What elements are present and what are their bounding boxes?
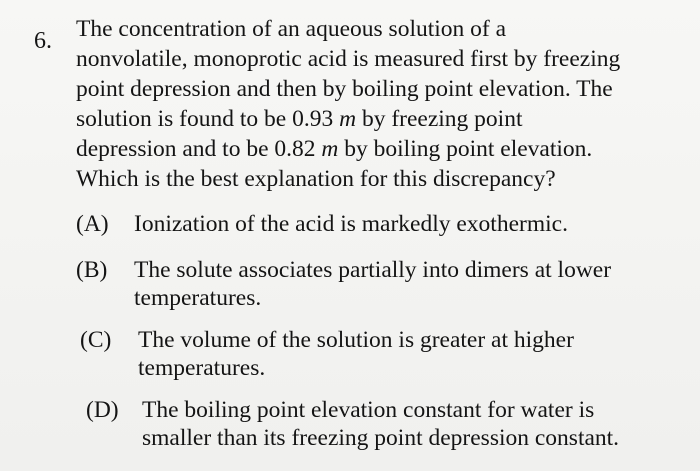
choice-line: The volume of the solution is greater at higher <box>138 327 574 353</box>
stem-text: by boiling point elevation. <box>338 136 593 162</box>
choice-line: The solute associates partially into dimers at lower <box>134 257 612 283</box>
choice-line: temperatures. <box>138 355 266 381</box>
choice-letter: (D) <box>86 397 119 423</box>
choice-line: Ionization of the acid is markedly exothermic. <box>134 211 568 237</box>
choice-letter: (C) <box>80 327 112 353</box>
choice-line: smaller than its freezing point depression constant. <box>142 425 620 451</box>
stem-text: solution is found to be 0.93 <box>76 106 340 132</box>
stem-line <box>76 134 686 164</box>
molality-unit: m <box>339 106 357 132</box>
choice-text <box>134 256 611 312</box>
stem-line <box>76 104 686 134</box>
question-stem <box>76 14 686 194</box>
molality-unit: m <box>321 136 339 162</box>
choice-line: temperatures. <box>134 285 262 311</box>
stem-text: depression and to be 0.82 <box>76 136 322 162</box>
stem-text: by freezing point <box>356 106 523 132</box>
question-number: 6. <box>34 28 52 54</box>
stem-line: Which is the best explanation for this discrepancy? <box>76 166 556 192</box>
stem-line: point depression and then by boiling point elevation. The <box>76 76 613 102</box>
choice-text <box>138 326 574 382</box>
stem-line: The concentration of an aqueous solution of a <box>76 16 507 42</box>
choice-letter: (B) <box>76 257 108 283</box>
choice-line: The boiling point elevation constant for water is <box>142 397 595 423</box>
choice-text <box>142 396 619 452</box>
choice-text <box>134 210 568 238</box>
stem-line: nonvolatile, monoprotic acid is measured first by freezing <box>76 46 621 72</box>
choice-letter: (A) <box>76 211 109 237</box>
